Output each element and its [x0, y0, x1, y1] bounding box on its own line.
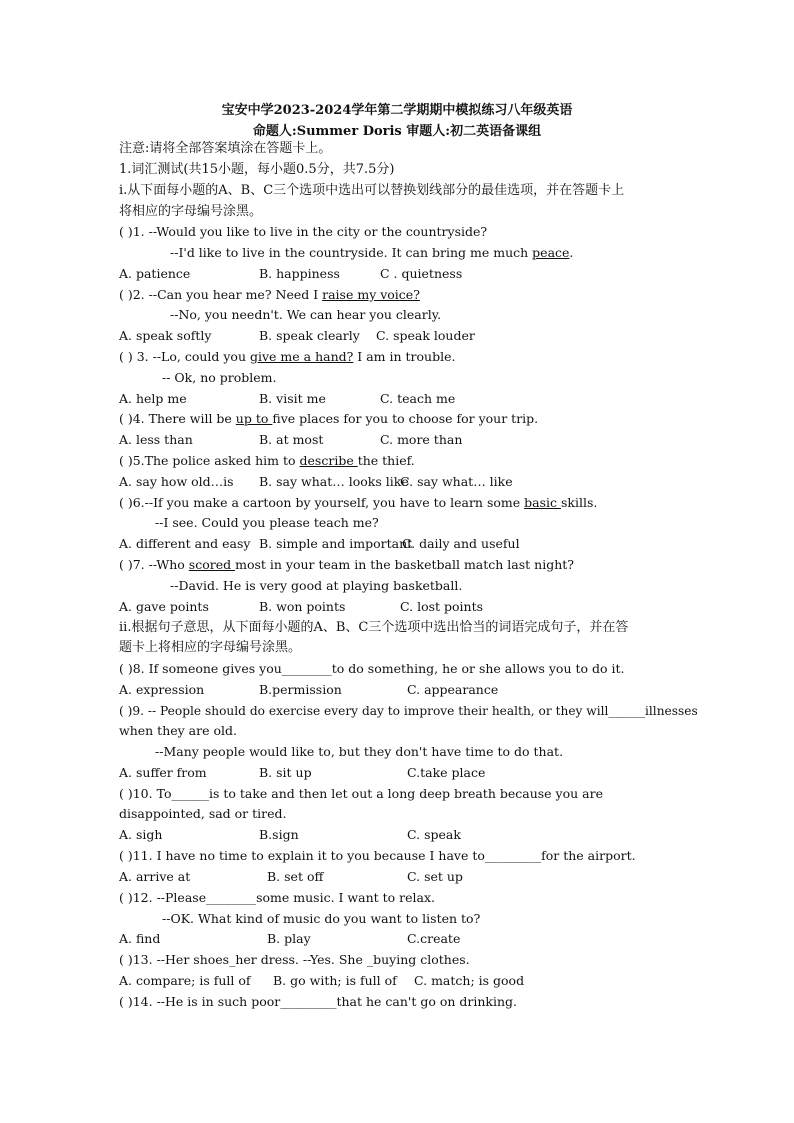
- question-3: [119, 349, 455, 365]
- q2-option-c: C. speak louder: [376, 328, 475, 343]
- q12-option-c: C.create: [407, 931, 461, 946]
- question-11: ( )11. I have no time to explain it to you because I have to_________for the airport.: [119, 848, 636, 863]
- q7-text: ( )7. --Who: [119, 557, 189, 572]
- q1-option-a: A. patience: [119, 266, 191, 281]
- q4-text-end: five places for you to choose for your trip.: [272, 411, 539, 426]
- q3-option-b: B. visit me: [259, 391, 326, 406]
- q12-option-a: A. find: [119, 931, 161, 946]
- question-8: ( )8. If someone gives you________to do something, he or she allows you to do it.: [119, 661, 625, 676]
- question-2-reply: --No, you needn't. We can hear you clearly.: [170, 307, 442, 322]
- q9-option-a: A. suffer from: [119, 765, 207, 780]
- q7-option-b: B. won points: [259, 599, 346, 614]
- question-9: ( )9. -- People should do exercise every day to improve their health, or they will______illnesses: [119, 704, 698, 718]
- section-heading: 1.词汇测试(共15小题，每小题0.5分，共7.5分): [119, 162, 395, 177]
- q1-reply-end: .: [569, 245, 574, 260]
- question-6: [119, 495, 597, 511]
- q7-text-end: most in your team in the basketball match last night?: [235, 557, 574, 572]
- q5-text: ( )5.The police asked him to: [119, 453, 300, 468]
- q10-option-b: B.sign: [259, 827, 299, 842]
- part-i-instruction: i.从下面每小题的A、B、C三个选项中选出可以替换划线部分的最佳选项，并在答题卡上: [119, 183, 625, 198]
- question-2: [119, 287, 420, 303]
- q13-option-b: B. go with; is full of: [273, 973, 397, 988]
- q10-option-c: C. speak: [407, 827, 461, 842]
- q2-option-b: B. speak clearly: [259, 328, 360, 343]
- q8-option-c: C. appearance: [407, 682, 499, 697]
- q1-underlined: peace: [532, 245, 570, 260]
- q3-underlined: give me a hand?: [249, 349, 354, 364]
- q2-underlined: raise my voice?: [322, 287, 420, 302]
- part-ii-instruction-cont: 题卡上将相应的字母编号涂黑。: [119, 640, 302, 655]
- question-6-reply: --I see. Could you please teach me?: [155, 515, 379, 530]
- q11-option-a: A. arrive at: [119, 869, 191, 884]
- question-1: ( )1. --Would you like to live in the city or the countryside?: [119, 224, 488, 239]
- q7-option-a: A. gave points: [119, 599, 209, 614]
- question-1-reply: [170, 245, 573, 261]
- q6-text: ( )6.--If you make a cartoon by yourself, you have to learn some: [119, 495, 525, 510]
- q11-option-b: B. set off: [267, 869, 324, 884]
- q4-option-a: A. less than: [119, 432, 193, 447]
- question-9-reply: --Many people would like to, but they don't have time to do that.: [155, 744, 564, 759]
- q9-option-b: B. sit up: [259, 765, 312, 780]
- exam-title: 宝安中学2023-2024学年第二学期期中模拟练习八年级英语: [221, 103, 573, 118]
- part-i-instruction-cont: 将相应的字母编号涂黑。: [119, 204, 263, 219]
- q1-option-b: B. happiness: [259, 266, 340, 281]
- q13-option-c: C. match; is good: [414, 973, 525, 988]
- question-7-reply: --David. He is very good at playing basketball.: [170, 578, 463, 593]
- q6-text-end: skills.: [560, 495, 598, 510]
- q5-text-end: the thief.: [357, 453, 415, 468]
- notice: 注意:请将全部答案填涂在答题卡上。: [119, 141, 332, 156]
- q6-option-a: A. different and easy: [119, 536, 251, 551]
- part-ii-instruction: ii.根据句子意思，从下面每小题的A、B、C三个选项中选出恰当的词语完成句子，并在答: [119, 620, 629, 635]
- question-5: [119, 453, 415, 469]
- q3-text-end: I am in trouble.: [353, 349, 456, 364]
- q8-option-b: B.permission: [259, 682, 342, 697]
- question-12-reply: --OK. What kind of music do you want to listen to?: [162, 911, 481, 926]
- question-10-cont: disappointed, sad or tired.: [119, 806, 287, 821]
- q3-option-c: C. teach me: [380, 391, 456, 406]
- question-12: ( )12. --Please________some music. I want to relax.: [119, 890, 436, 905]
- exam-authors: 命题人:Summer Doris 审题人:初二英语备课组: [252, 124, 542, 139]
- q2-option-a: A. speak softly: [119, 328, 212, 343]
- q7-underlined: scored: [188, 557, 236, 572]
- q5-option-c: C. say what… like: [400, 474, 513, 489]
- question-13: ( )13. --Her shoes_her dress. --Yes. She _buying clothes.: [119, 952, 470, 967]
- q1-reply-text: --I'd like to live in the countryside. It can bring me much: [170, 245, 533, 260]
- q10-option-a: A. sigh: [119, 827, 163, 842]
- q9-option-c: C.take place: [407, 765, 486, 780]
- q11-option-c: C. set up: [407, 869, 463, 884]
- question-7: [119, 557, 574, 573]
- q6-option-c: C. daily and useful: [402, 536, 520, 551]
- q4-text: ( )4. There will be: [119, 411, 236, 426]
- q5-underlined: describe: [299, 453, 358, 468]
- q4-underlined: up to: [235, 411, 273, 426]
- q5-option-a: A. say how old…is: [119, 474, 234, 489]
- question-14: ( )14. --He is in such poor_________that he can't go on drinking.: [119, 994, 518, 1009]
- q2-text: ( )2. --Can you hear me? Need I: [119, 287, 323, 302]
- q1-option-c: C . quietness: [380, 266, 463, 281]
- question-10: ( )10. To______is to take and then let out a long deep breath because you are: [119, 786, 603, 801]
- question-4: [119, 411, 538, 427]
- q4-option-b: B. at most: [259, 432, 324, 447]
- q7-option-c: C. lost points: [400, 599, 484, 614]
- question-3-reply: -- Ok, no problem.: [162, 370, 277, 385]
- q5-option-b: B. say what… looks like: [259, 474, 409, 489]
- q3-option-a: A. help me: [119, 391, 187, 406]
- question-9-cont: when they are old.: [119, 723, 237, 738]
- q6-underlined: basic: [524, 495, 561, 510]
- q8-option-a: A. expression: [119, 682, 205, 697]
- q13-option-a: A. compare; is full of: [119, 973, 251, 988]
- q6-option-b: B. simple and important: [259, 536, 413, 551]
- q3-text: ( ) 3. --Lo, could you: [119, 349, 250, 364]
- q12-option-b: B. play: [267, 931, 311, 946]
- q4-option-c: C. more than: [380, 432, 463, 447]
